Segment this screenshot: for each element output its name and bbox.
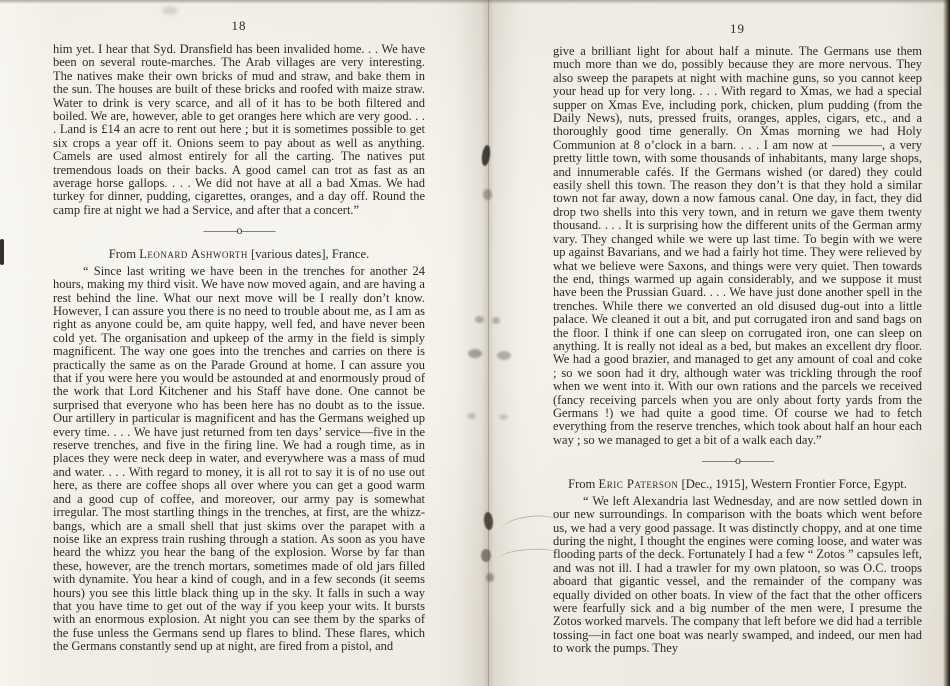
letter-heading [553,478,922,492]
letter-paragraph: “ We left Alexandria last Wednesday, and are now settled down in our new surroundings. In comparison with the boats which went before us, we had a very good passage. It was distinctly choppy, and at one time during the night, I thought the engines were coming loose, and water was flooding parts of the deck. Fortunately I had a few “ Zotos ” capsules left, and was not ill. I had a trawler for my own platoon, so was O.C. troops aboard that gigantic vessel, and the remainder of the company was equally divided on other boats. In view of the fact that the other officers were fearfully sick and a big number of the men were, I presume the Zotos worked marvels. The company that left before we did had a terrible tossing—in fact one boat was nearly swamped, and indeed, our men had to work the pumps. They [553,493,922,656]
page-number-right: 19 [730,21,745,36]
page-edge-top [0,0,950,4]
letter-paragraph: give a brilliant light for about half a minute. The Germans use them much more than we do, possibly because they are more nervous. They also sweep the parapets at night with machine guns, so you cannot keep your head up for very long. . . . With regard to Xmas, we had a special supper on Xmas Eve, including pork, chicken, plum pudding (from the Daily News), nuts, pressed fruits, oranges, apples, cigars, etc., and a thoroughly good time generally. On Xmas morning we had Holy Communion at 8 o’clock in a barn. . . . I am now at ————, a very pretty little town, with some thousands of inhabitants, many large shops, and innumerable cafés. If the Germans wished (or dared) they could easily shell this town. The reason they don’t is that they hold a similar town not far away, down a now famous canal. One day, in fact, they did drop two shells into this very town, and in return we gave them twenty thousand. . . . It is surprising how the different units of the German army vary. They changed while we were up last time. To begin with we were up against Bavarians, and we had a fairly hot time. They were relieved by what we believe were Saxons, and things were very quiet. Then towards the end, things warmed up again considerably, and we suppose it must have been the Prussian Guard. . . . We have just done another spell in the trenches. While there we converted an old disused dug-out into a little palace. We cleaned it out a bit, and put corrugated iron and sand bags on the floor. I think if one can sleep on corrugated iron, one can sleep on anything. It is really not ideal as a bed, but makes an excellent dry floor. We had a good brazier, and managed to get any amount of coal and coke ; so we soon had it dry, although water was trickling through the roof when we went into it. With our own rations and the parcels we received (fancy receiving parcels when you are only about forty yards from the Germans !) we had quite a good time. Of course we had to fetch everything from the reserve trenches, which took about half an hour each way ; so we managed to get a bit of a walk each day.” [553,44,922,447]
heading-prefix: From [568,477,599,492]
left-page [53,0,425,686]
ink-smudge [467,413,476,419]
heading-rest: [Dec., 1915], Western Frontier Force, Egypt. [678,477,907,492]
page-number-left: 18 [231,18,247,33]
right-page [553,0,922,686]
section-divider: ———o——— [702,453,773,468]
ink-smudge [486,573,494,582]
page-edge-right [943,0,950,686]
heading-rest: [various dates], France. [247,247,370,262]
heading-author-name: Eric Paterson [598,477,679,492]
section-divider: ———o——— [203,223,275,238]
ink-smudge [483,189,492,200]
ink-smudge [497,351,511,360]
heading-prefix: From [108,247,140,262]
ink-smudge [492,317,500,324]
ink-smudge [162,6,178,15]
ink-smudge [468,349,482,358]
gutter-crease-line [488,0,489,686]
letter-paragraph: him yet. I hear that Syd. Dransfield has been invalided home. . . We have been on several route-marches. The Arab villages are very interesting. The natives make their own bricks of mud and straw, and bake them in the sun. The houses are built of these bricks and roofed with maize straw. Water to drink is very scarce, and all of it has to be both filtered and boiled. We are, however, able to get oranges here which are very good. . . . Land is £14 an acre to rent out here ; but it is sometimes possible to get six crops a year off it. Onions seem to pay about as well as anything. Camels are used almost entirely for all the carting. The natives put tremendous loads on their backs. A good camel can trot as fast as an average horse gallops. . . . We did not have at all a bad Xmas. We had turkey for dinner, pudding, cigarettes, oranges, and a day off. Round the camp fire at night we had a Service, and after that a concert.” [53,42,425,217]
ink-smudge [499,414,508,420]
letter-paragraph: “ Since last writing we have been in the trenches for another 24 hours, making my third visit. We have now moved again, and are having a rest behind the line. What our next move will be I really don’t know. However, I can assure you there is no need to trouble about me, as I am as right as anyone could be, am quite happy, well fed, and have never been cold yet. The organisation and upkeep of the army in the field is simply magnificent. The way one goes into the trenches and carries on there is practically the same as on the Parade Ground at home. I can assure you that if you were here you would be astounded at and enormously proud of the work that Lord Kitchener and his Staff have done. One cannot be surprised that everyone who has been here has no doubt as to the issue. Our artillery in particular is magnificent and has the Germans weighed up every time. . . . We have just returned from ten days’ service—five in the reserve trenches, and five in the firing line. We had a rough time, as in places they were neck deep in water, and everywhere was a mass of mud and water. . . . With regard to money, it is all rot to say it is of no use out here, as there are coffee shops all over where you can get a good warm and a good cup of coffee, and moreover, our army pay is somewhat irregular. The most startling things in the trenches, at first, are the whizz-bangs, which are a small shell that just skims over the parapet with a noise like an express train rushing through a station. As soon as you have heard the whizz you hear the bang of the explosion. Worse by far than these, however, are the trench mortars, sometimes made of old jars filled with dynamite. You hear a kind of cough, and in a few seconds (it seems hours) you see this little black thing up in the sky. It falls in such a way that you have time to get out of the way if you keep your wits. It bursts with an enormous explosion. At night you can see them by the sparks of the fuse unless the Germans send up flares to blind. These flares, which the Germans constantly send up at night, are fired from a pistol, and [53,263,425,654]
ink-smudge [475,316,484,323]
ink-smudge [481,549,491,562]
heading-author-name: Leonard Ashworth [139,247,248,262]
ink-smudge [0,239,4,265]
letter-heading [53,248,425,262]
